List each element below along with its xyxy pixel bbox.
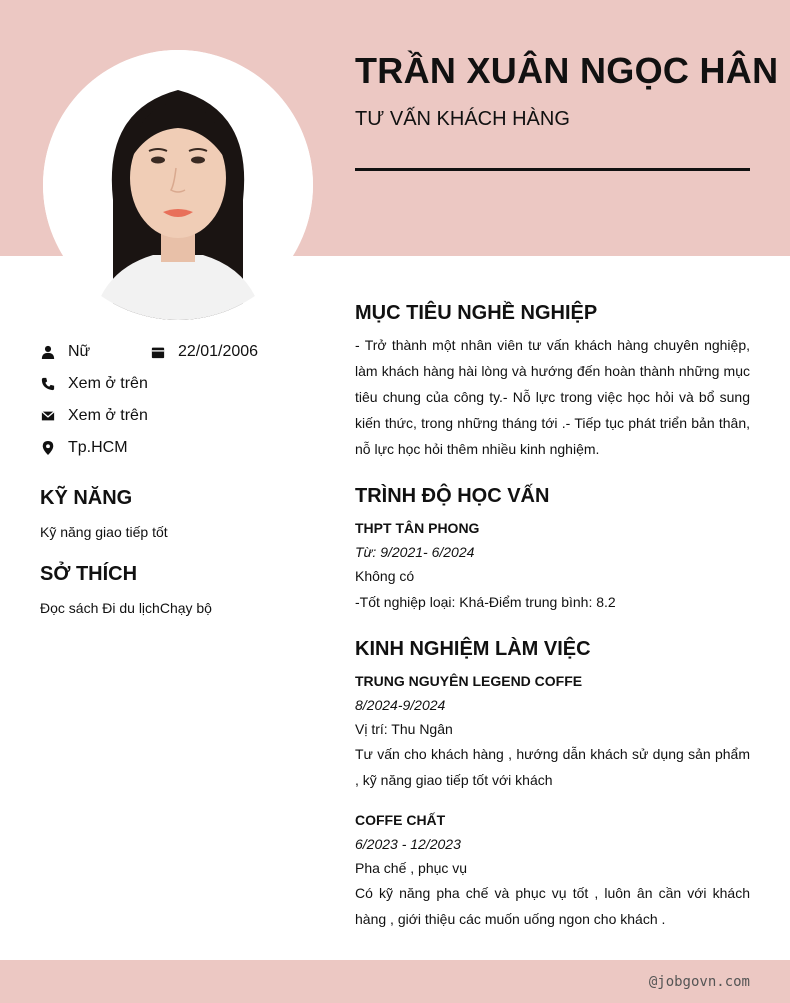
education-result: -Tốt nghiệp loại: Khá-Điểm trung bình: 8.2: [355, 594, 616, 610]
gender-value: Nữ: [68, 343, 91, 360]
objective-text: - Trở thành một nhân viên tư vấn khách hàng chuyên nghiệp, làm khách hàng hài lòng và hướng đến hoàn thành những mục tiêu chung của công ty.- Nỗ lực trong việc học hỏi và bổ sung kiến thức, trong những tháng tới .- Tiếp tục phát triển bản thân, nỗ lực học hỏi thêm nhiều kinh nghiệm.: [355, 337, 750, 457]
email-value: Xem ở trên: [68, 407, 148, 424]
job-company: TRUNG NGUYÊN LEGEND COFFE: [355, 673, 583, 689]
email-row: [40, 407, 148, 425]
gender-row: [40, 343, 90, 361]
footer-watermark: @jobgovn.com: [648, 974, 750, 990]
skills-heading: KỸ NĂNG: [40, 487, 133, 509]
candidate-name: TRẦN XUÂN NGỌC HÂN: [355, 50, 779, 91]
mail-icon: [40, 408, 56, 424]
education-period: Từ: 9/2021- 6/2024: [355, 544, 475, 560]
hobbies-text: Đọc sách Đi du lịchChạy bộ: [40, 600, 212, 616]
header-divider: [355, 168, 750, 171]
objective-heading: MỤC TIÊU NGHỀ NGHIỆP: [355, 302, 598, 324]
experience-heading: KINH NGHIỆM LÀM VIỆC: [355, 638, 591, 660]
education-heading: TRÌNH ĐỘ HỌC VẤN: [355, 485, 550, 507]
education-school: THPT TÂN PHONG: [355, 520, 480, 536]
job-period: 8/2024-9/2024: [355, 697, 446, 713]
birthdate-row: [150, 343, 258, 361]
birthdate-value: 22/01/2006: [178, 343, 259, 360]
location-pin-icon: [40, 440, 56, 456]
job-role: Pha chế , phục vụ: [355, 860, 468, 876]
address-value: Tp.HCM: [68, 439, 128, 456]
hobbies-heading: SỞ THÍCH: [40, 563, 138, 585]
job-period: 6/2023 - 12/2023: [355, 836, 461, 852]
phone-value: Xem ở trên: [68, 375, 148, 392]
calendar-icon: [150, 344, 166, 360]
address-row: [40, 439, 128, 457]
candidate-position: TƯ VẤN KHÁCH HÀNG: [355, 108, 570, 130]
profile-photo: [43, 50, 313, 320]
job-description: Có kỹ năng pha chế và phục vụ tốt , luôn ân cần với khách hàng , giới thiệu các muốn uống ngon cho khách .: [355, 885, 750, 927]
skills-text: Kỹ năng giao tiếp tốt: [40, 524, 168, 540]
phone-row: [40, 375, 148, 393]
user-icon: [40, 344, 56, 360]
education-major: Không có: [355, 568, 415, 584]
job-company: COFFE CHẤT: [355, 812, 446, 828]
job-role: Vị trí: Thu Ngân: [355, 721, 453, 737]
job-description: Tư vấn cho khách hàng , hướng dẫn khách sử dụng sản phẩm , kỹ năng giao tiếp tốt với khách: [355, 746, 750, 788]
phone-icon: [40, 376, 56, 392]
